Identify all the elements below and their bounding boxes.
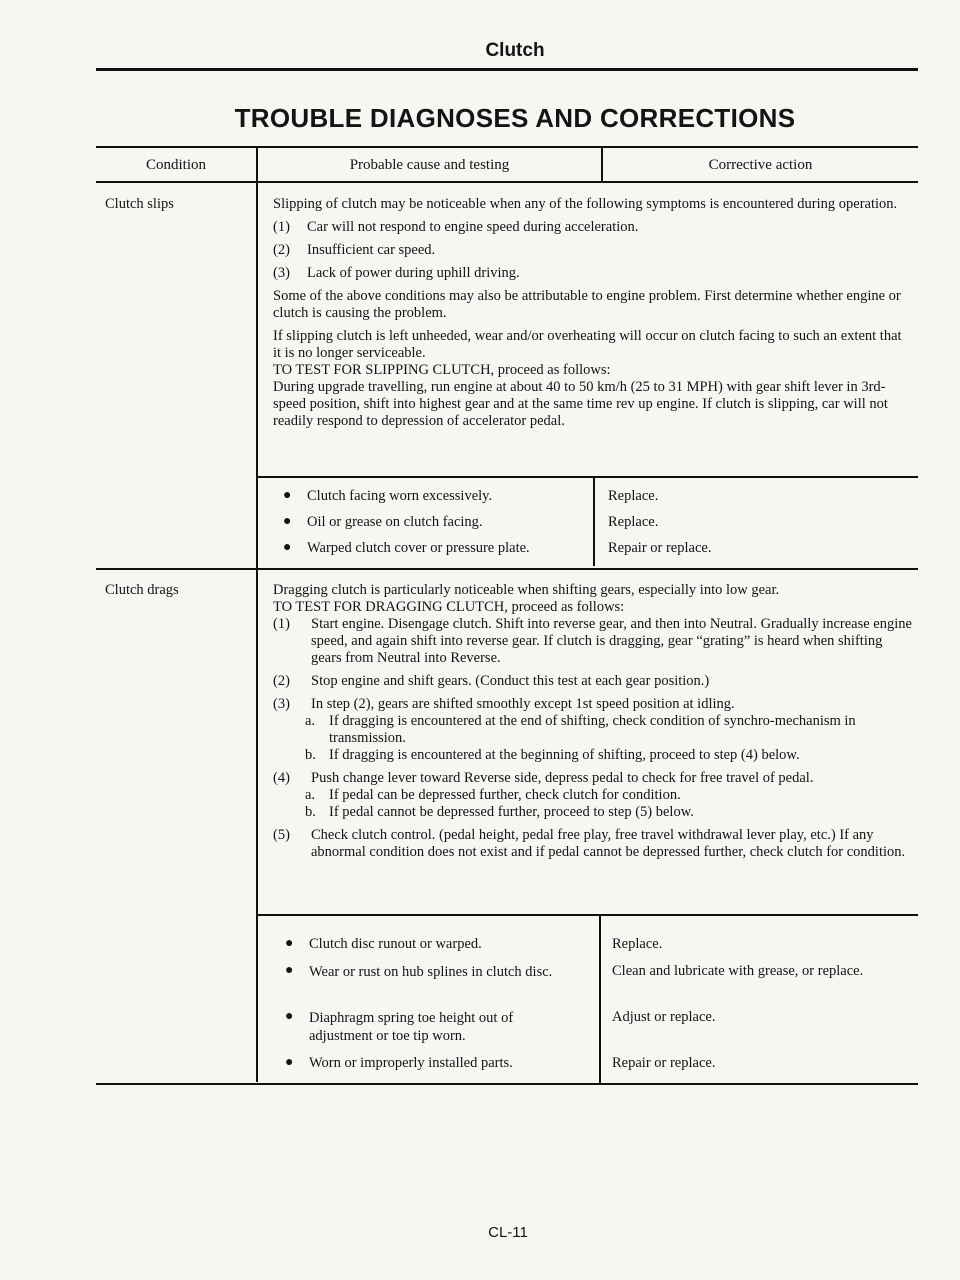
drags-step-4b: b. If pedal cannot be depressed further, proceed to step (5) below.	[305, 804, 694, 820]
slips-intro: Slipping of clutch may be noticeable when any of the following symptoms is encountered during operation.	[273, 196, 898, 212]
col-header-action: Corrective action	[708, 157, 813, 173]
bullet-icon: ●	[285, 1009, 294, 1024]
page-number: CL-11	[488, 1224, 528, 1241]
drags-step-3: (3) In step (2), gears are shifted smoothly except 1st speed position at idling.	[273, 696, 735, 712]
drags-step-2: (2) Stop engine and shift gears. (Conduct this test at each gear position.)	[273, 673, 710, 689]
slips-cause-rule	[258, 476, 918, 478]
bullet-icon: ●	[283, 514, 292, 529]
drags-step-4a: a. If pedal can be depressed further, check clutch for condition.	[305, 787, 681, 803]
slips-description	[273, 196, 903, 430]
slips-note-wear: If slipping clutch is left unheeded, wear and/or overheating will occur on clutch facing to such an extent that it is no longer serviceable.	[273, 328, 902, 361]
slips-note-engine: Some of the above conditions may also be attributable to engine problem. First determine whether engine or clutch is causing the problem.	[273, 288, 901, 321]
bullet-icon: ●	[285, 963, 294, 978]
slips-action-divider	[593, 478, 595, 566]
condition-clutch-slips: Clutch slips	[105, 196, 174, 212]
slips-action-2: Replace.	[608, 514, 659, 530]
table-bottom-rule	[96, 1083, 918, 1085]
slips-test-heading: TO TEST FOR SLIPPING CLUTCH, proceed as follows:	[273, 362, 611, 378]
drags-step-4: (4) Push change lever toward Reverse side, depress pedal to check for free travel of pedal.	[273, 770, 814, 786]
column-divider	[256, 146, 258, 1082]
slips-symptom-2: (2) Insufficient car speed.	[273, 242, 436, 258]
slips-action-1: Replace.	[608, 488, 659, 504]
drags-action-2: Clean and lubricate with grease, or replace.	[612, 963, 864, 979]
slips-action-3: Repair or replace.	[608, 540, 712, 556]
col-header-cause: Probable cause and testing	[349, 157, 510, 173]
slips-symptom-3: (3) Lack of power during uphill driving.	[273, 265, 520, 281]
drags-description	[273, 582, 913, 861]
bullet-icon: ●	[283, 488, 292, 503]
drags-intro: Dragging clutch is particularly noticeable when shifting gears, especially into low gear.	[273, 582, 780, 598]
header-rule	[96, 68, 918, 71]
drags-action-1: Replace.	[612, 936, 663, 952]
bullet-icon: ●	[285, 1055, 294, 1070]
table-header-rule	[96, 181, 918, 183]
bullet-icon: ●	[285, 936, 294, 951]
drags-action-3: Adjust or replace.	[612, 1009, 716, 1025]
slips-test-procedure: During upgrade travelling, run engine at about 40 to 50 km/h (25 to 31 MPH) with gear shift lever in 3rd-speed position, shift into highest gear and at the same time rev up engine. If clutch is slipping, car will not readily respond to depression of accelerator pedal.	[273, 379, 888, 429]
slips-symptom-1: (1) Car will not respond to engine speed during acceleration.	[273, 219, 639, 235]
condition-clutch-drags: Clutch drags	[105, 582, 179, 598]
col-header-condition: Condition	[145, 157, 206, 173]
drags-step-3a: a. If dragging is encountered at the end of shifting, check condition of synchro-mechanism in transmission.	[305, 713, 856, 746]
drags-action-4: Repair or replace.	[612, 1055, 716, 1071]
drags-step-3b: b. If dragging is encountered at the beginning of shifting, proceed to step (4) below.	[305, 747, 800, 763]
drags-action-divider	[599, 916, 601, 1084]
page-title: TROUBLE DIAGNOSES AND CORRECTIONS	[234, 103, 796, 133]
section-header: Clutch	[485, 40, 545, 61]
row-separator	[96, 568, 918, 570]
drags-step-1: (1) Start engine. Disengage clutch. Shift into reverse gear, and then into Neutral. Gradually increase engine speed, and again shift into reverse gear. If clutch is dragging, gear “grating” is heard when shifting gears from Neutral into Reverse.	[273, 616, 912, 666]
drags-test-heading: TO TEST FOR DRAGGING CLUTCH, proceed as follows:	[273, 599, 625, 615]
table-top-rule	[96, 146, 918, 148]
drags-cause-rule	[258, 914, 918, 916]
bullet-icon: ●	[283, 540, 292, 555]
drags-step-5: (5) Check clutch control. (pedal height, pedal free play, free travel withdrawal lever play, etc.) If any abnormal condition does not exist and if pedal cannot be depressed further, check clutch for condition.	[273, 827, 906, 860]
